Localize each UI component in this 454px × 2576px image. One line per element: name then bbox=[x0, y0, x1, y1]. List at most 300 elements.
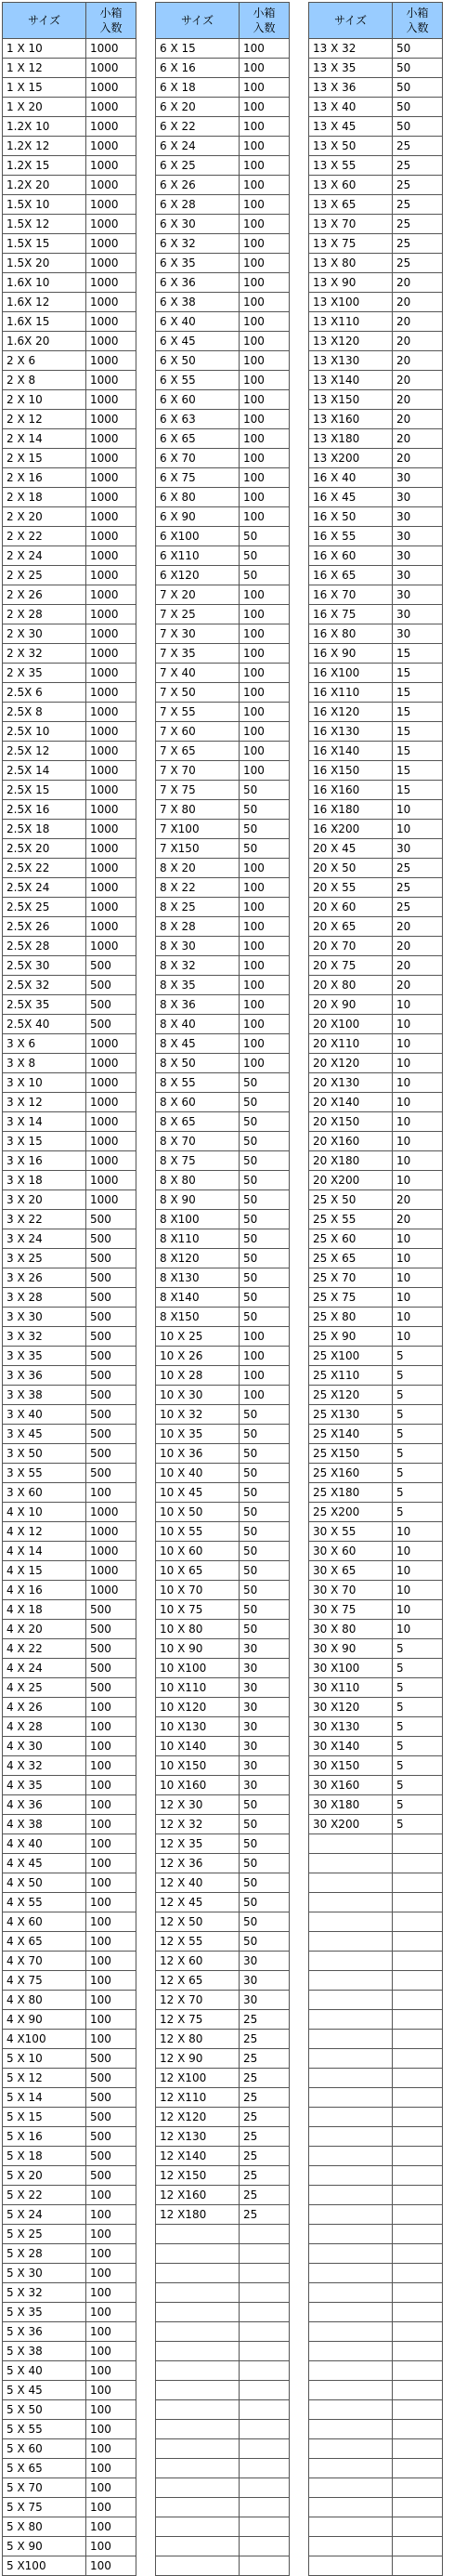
size-cell: 20 X 55 bbox=[309, 878, 393, 898]
qty-cell: 100 bbox=[86, 2381, 136, 2400]
qty-cell: 1000 bbox=[86, 527, 136, 546]
table-row bbox=[309, 273, 443, 293]
qty-cell: 100 bbox=[240, 761, 290, 781]
size-cell: 7 X 80 bbox=[156, 800, 240, 820]
table-row bbox=[3, 1054, 136, 1073]
qty-cell: 20 bbox=[393, 1210, 443, 1229]
qty-cell bbox=[393, 1952, 443, 1971]
qty-cell: 100 bbox=[86, 2205, 136, 2225]
qty-cell: 10 bbox=[393, 1561, 443, 1581]
table-row bbox=[3, 1249, 136, 1268]
table-row bbox=[309, 1503, 443, 1522]
table-row bbox=[156, 956, 290, 976]
table-row bbox=[3, 1952, 136, 1971]
qty-cell: 30 bbox=[240, 1756, 290, 1776]
qty-cell: 25 bbox=[393, 176, 443, 195]
table-row bbox=[3, 2342, 136, 2361]
qty-cell: 1000 bbox=[86, 468, 136, 488]
table-row bbox=[156, 1873, 290, 1893]
table-row bbox=[156, 1542, 290, 1561]
table-row bbox=[3, 39, 136, 59]
table-row bbox=[309, 1288, 443, 1308]
table-row bbox=[3, 137, 136, 156]
qty-header-line2: 入数 bbox=[253, 21, 276, 34]
size-cell: 2 X 8 bbox=[3, 371, 86, 390]
table-row bbox=[309, 1659, 443, 1678]
qty-cell: 50 bbox=[240, 566, 290, 585]
size-cell: 1 X 12 bbox=[3, 59, 86, 78]
qty-cell: 100 bbox=[240, 995, 290, 1015]
size-cell: 12 X120 bbox=[156, 2108, 240, 2127]
size-cell: 30 X160 bbox=[309, 1776, 393, 1795]
size-cell: 2 X 10 bbox=[3, 390, 86, 410]
size-cell: 3 X 30 bbox=[3, 1308, 86, 1327]
table-row bbox=[3, 2517, 136, 2537]
table-row bbox=[309, 1776, 443, 1795]
table-row bbox=[309, 351, 443, 371]
qty-cell: 1000 bbox=[86, 332, 136, 351]
qty-cell: 500 bbox=[86, 1327, 136, 1347]
size-cell: 4 X 25 bbox=[3, 1678, 86, 1698]
size-cell: 6 X 50 bbox=[156, 351, 240, 371]
qty-cell: 100 bbox=[240, 624, 290, 644]
size-cell bbox=[309, 2498, 393, 2517]
qty-cell: 20 bbox=[393, 449, 443, 468]
size-cell bbox=[309, 2225, 393, 2244]
table-row bbox=[309, 1308, 443, 1327]
table-row bbox=[156, 176, 290, 195]
size-cell: 2 X 15 bbox=[3, 449, 86, 468]
table-row bbox=[156, 195, 290, 215]
table-row bbox=[156, 2537, 290, 2556]
table-row bbox=[309, 390, 443, 410]
qty-cell: 50 bbox=[240, 1600, 290, 1620]
size-cell: 4 X 65 bbox=[3, 1932, 86, 1952]
table-row bbox=[309, 1073, 443, 1093]
size-cell: 5 X 75 bbox=[3, 2498, 86, 2517]
qty-cell: 30 bbox=[240, 1678, 290, 1698]
size-cell: 10 X110 bbox=[156, 1678, 240, 1698]
table-row bbox=[156, 1249, 290, 1268]
qty-cell: 100 bbox=[240, 585, 290, 605]
qty-cell: 50 bbox=[240, 1308, 290, 1327]
size-cell: 6 X 24 bbox=[156, 137, 240, 156]
qty-cell: 1000 bbox=[86, 195, 136, 215]
qty-cell: 20 bbox=[393, 371, 443, 390]
size-cell: 16 X 50 bbox=[309, 507, 393, 527]
table-row bbox=[309, 839, 443, 859]
size-cell bbox=[309, 2166, 393, 2186]
table-row bbox=[3, 1834, 136, 1854]
qty-cell: 30 bbox=[240, 1776, 290, 1795]
table-row bbox=[3, 254, 136, 273]
size-cell bbox=[156, 2517, 240, 2537]
size-cell: 12 X130 bbox=[156, 2127, 240, 2147]
table-row bbox=[156, 351, 290, 371]
size-cell bbox=[156, 2361, 240, 2381]
qty-cell: 1000 bbox=[86, 293, 136, 312]
table-row bbox=[309, 1366, 443, 1386]
size-cell: 25 X130 bbox=[309, 1405, 393, 1425]
table-row bbox=[3, 1483, 136, 1503]
table-row bbox=[3, 781, 136, 800]
qty-cell: 1000 bbox=[86, 1151, 136, 1171]
qty-cell: 100 bbox=[240, 878, 290, 898]
table-row bbox=[309, 1015, 443, 1034]
qty-cell: 500 bbox=[86, 1678, 136, 1698]
size-cell: 16 X120 bbox=[309, 703, 393, 722]
table-row bbox=[3, 2127, 136, 2147]
size-cell: 25 X 90 bbox=[309, 1327, 393, 1347]
table-row bbox=[3, 78, 136, 98]
size-cell: 4 X 30 bbox=[3, 1737, 86, 1756]
qty-cell: 25 bbox=[240, 2049, 290, 2069]
table-row bbox=[156, 1991, 290, 2010]
size-cell: 3 X 35 bbox=[3, 1347, 86, 1366]
size-cell bbox=[309, 2127, 393, 2147]
qty-cell: 5 bbox=[393, 1386, 443, 1405]
qty-cell: 100 bbox=[86, 2420, 136, 2439]
qty-cell bbox=[393, 2166, 443, 2186]
size-cell: 4 X 26 bbox=[3, 1698, 86, 1717]
size-cell: 6 X 16 bbox=[156, 59, 240, 78]
size-cell: 2.5X 28 bbox=[3, 937, 86, 956]
qty-cell: 500 bbox=[86, 2088, 136, 2108]
table-row bbox=[3, 1132, 136, 1151]
size-cell: 6 X 20 bbox=[156, 98, 240, 117]
table-row bbox=[309, 39, 443, 59]
qty-cell: 1000 bbox=[86, 1171, 136, 1190]
table-row bbox=[309, 2186, 443, 2205]
qty-cell: 5 bbox=[393, 1503, 443, 1522]
qty-cell bbox=[393, 1971, 443, 1991]
qty-cell: 100 bbox=[240, 176, 290, 195]
qty-cell: 100 bbox=[86, 1873, 136, 1893]
table-row bbox=[3, 703, 136, 722]
size-cell: 5 X 25 bbox=[3, 2225, 86, 2244]
table-row bbox=[156, 371, 290, 390]
qty-cell bbox=[240, 2283, 290, 2303]
size-cell: 12 X160 bbox=[156, 2186, 240, 2205]
size-cell: 7 X 65 bbox=[156, 742, 240, 761]
table-row bbox=[3, 1815, 136, 1834]
size-cell: 6 X 55 bbox=[156, 371, 240, 390]
size-cell: 10 X 60 bbox=[156, 1542, 240, 1561]
size-cell: 25 X 80 bbox=[309, 1308, 393, 1327]
qty-cell bbox=[393, 1854, 443, 1873]
table-row bbox=[156, 1171, 290, 1190]
qty-cell: 1000 bbox=[86, 605, 136, 624]
qty-cell: 1000 bbox=[86, 800, 136, 820]
table-row bbox=[309, 117, 443, 137]
qty-cell: 500 bbox=[86, 1659, 136, 1678]
size-cell: 13 X 70 bbox=[309, 215, 393, 234]
size-cell: 16 X 45 bbox=[309, 488, 393, 507]
table-row bbox=[156, 1659, 290, 1678]
qty-cell: 25 bbox=[393, 898, 443, 917]
table-row bbox=[309, 1834, 443, 1854]
table-row bbox=[309, 1464, 443, 1483]
size-cell: 8 X 45 bbox=[156, 1034, 240, 1054]
size-cell: 5 X 22 bbox=[3, 2186, 86, 2205]
qty-cell: 10 bbox=[393, 1171, 443, 1190]
size-cell bbox=[309, 2186, 393, 2205]
qty-cell: 100 bbox=[86, 2303, 136, 2322]
qty-cell: 30 bbox=[393, 468, 443, 488]
size-cell: 2 X 16 bbox=[3, 468, 86, 488]
qty-cell: 1000 bbox=[86, 429, 136, 449]
qty-cell: 5 bbox=[393, 1405, 443, 1425]
table-row bbox=[309, 1112, 443, 1132]
qty-cell: 100 bbox=[86, 2010, 136, 2030]
size-cell: 2.5X 22 bbox=[3, 859, 86, 878]
size-cell: 3 X 15 bbox=[3, 1132, 86, 1151]
table-row bbox=[309, 1483, 443, 1503]
size-cell: 2 X 22 bbox=[3, 527, 86, 546]
qty-cell: 30 bbox=[240, 1737, 290, 1756]
table-row bbox=[3, 371, 136, 390]
size-cell: 25 X100 bbox=[309, 1347, 393, 1366]
qty-cell: 500 bbox=[86, 2127, 136, 2147]
qty-cell: 30 bbox=[240, 1991, 290, 2010]
qty-cell bbox=[240, 2556, 290, 2576]
size-cell: 2 X 6 bbox=[3, 351, 86, 371]
qty-cell: 100 bbox=[240, 937, 290, 956]
qty-cell: 50 bbox=[240, 1268, 290, 1288]
qty-cell: 100 bbox=[86, 1971, 136, 1991]
size-cell bbox=[156, 2556, 240, 2576]
table-row bbox=[156, 2478, 290, 2498]
table-row bbox=[3, 2010, 136, 2030]
qty-cell: 500 bbox=[86, 956, 136, 976]
qty-cell bbox=[240, 2361, 290, 2381]
table-row bbox=[3, 2420, 136, 2439]
size-cell bbox=[309, 2010, 393, 2030]
qty-cell: 500 bbox=[86, 2166, 136, 2186]
size-cell: 10 X160 bbox=[156, 1776, 240, 1795]
size-cell: 13 X120 bbox=[309, 332, 393, 351]
qty-cell: 10 bbox=[393, 1151, 443, 1171]
table-row bbox=[156, 1132, 290, 1151]
qty-cell: 50 bbox=[393, 78, 443, 98]
size-cell bbox=[309, 1932, 393, 1952]
size-cell: 16 X110 bbox=[309, 683, 393, 703]
table-row bbox=[156, 1561, 290, 1581]
size-cell: 4 X 50 bbox=[3, 1873, 86, 1893]
size-cell bbox=[309, 2088, 393, 2108]
table-row bbox=[309, 332, 443, 351]
table-row bbox=[3, 1503, 136, 1522]
qty-cell: 50 bbox=[240, 546, 290, 566]
table-row bbox=[156, 1210, 290, 1229]
size-cell: 20 X 65 bbox=[309, 917, 393, 937]
size-cell: 5 X 15 bbox=[3, 2108, 86, 2127]
qty-cell: 100 bbox=[240, 605, 290, 624]
size-cell: 4 X 28 bbox=[3, 1717, 86, 1737]
size-cell: 3 X 8 bbox=[3, 1054, 86, 1073]
size-cell: 10 X 35 bbox=[156, 1425, 240, 1444]
table-row bbox=[3, 1561, 136, 1581]
table-row bbox=[156, 137, 290, 156]
table-row bbox=[156, 976, 290, 995]
qty-cell: 100 bbox=[86, 2459, 136, 2478]
size-cell: 13 X 80 bbox=[309, 254, 393, 273]
qty-cell: 50 bbox=[240, 1815, 290, 1834]
qty-cell: 20 bbox=[393, 410, 443, 429]
table-row bbox=[156, 1795, 290, 1815]
qty-cell: 500 bbox=[86, 1620, 136, 1639]
size-cell: 5 X 70 bbox=[3, 2478, 86, 2498]
size-cell: 1.6X 10 bbox=[3, 273, 86, 293]
qty-cell: 5 bbox=[393, 1425, 443, 1444]
qty-cell: 15 bbox=[393, 742, 443, 761]
header-row bbox=[3, 3, 136, 39]
size-cell: 2.5X 6 bbox=[3, 683, 86, 703]
size-cell: 12 X180 bbox=[156, 2205, 240, 2225]
table-row bbox=[156, 1015, 290, 1034]
qty-cell: 100 bbox=[240, 742, 290, 761]
qty-cell bbox=[393, 2459, 443, 2478]
qty-cell: 10 bbox=[393, 1522, 443, 1542]
table-row bbox=[309, 1873, 443, 1893]
qty-cell: 100 bbox=[240, 390, 290, 410]
table-row bbox=[3, 1347, 136, 1366]
table-row bbox=[309, 2478, 443, 2498]
size-cell: 4 X 60 bbox=[3, 1912, 86, 1932]
table-row bbox=[156, 1093, 290, 1112]
qty-cell: 25 bbox=[240, 2108, 290, 2127]
size-cell: 6 X 28 bbox=[156, 195, 240, 215]
table-row bbox=[3, 2225, 136, 2244]
table-row bbox=[309, 878, 443, 898]
size-cell: 5 X 60 bbox=[3, 2439, 86, 2459]
table-row bbox=[156, 703, 290, 722]
qty-cell: 25 bbox=[393, 859, 443, 878]
qty-cell: 10 bbox=[393, 1620, 443, 1639]
size-cell: 20 X 75 bbox=[309, 956, 393, 976]
size-cell: 25 X 60 bbox=[309, 1229, 393, 1249]
table-row bbox=[156, 2342, 290, 2361]
qty-cell: 50 bbox=[240, 1542, 290, 1561]
qty-cell: 50 bbox=[240, 1932, 290, 1952]
qty-cell: 15 bbox=[393, 644, 443, 664]
qty-cell: 100 bbox=[240, 429, 290, 449]
size-cell bbox=[309, 2322, 393, 2342]
table-row bbox=[156, 1581, 290, 1600]
table-row bbox=[3, 800, 136, 820]
qty-cell: 10 bbox=[393, 820, 443, 839]
table-row bbox=[3, 644, 136, 664]
qty-cell: 1000 bbox=[86, 176, 136, 195]
size-cell: 20 X 60 bbox=[309, 898, 393, 917]
table-row bbox=[309, 215, 443, 234]
table-row bbox=[309, 585, 443, 605]
size-cell: 13 X 32 bbox=[309, 39, 393, 59]
qty-cell: 100 bbox=[240, 410, 290, 429]
qty-cell: 100 bbox=[240, 273, 290, 293]
size-cell: 8 X 70 bbox=[156, 1132, 240, 1151]
size-cell: 12 X140 bbox=[156, 2147, 240, 2166]
qty-cell: 25 bbox=[240, 2205, 290, 2225]
size-cell: 5 X 20 bbox=[3, 2166, 86, 2186]
table-row bbox=[3, 1425, 136, 1444]
size-cell: 6 X 18 bbox=[156, 78, 240, 98]
table-row bbox=[3, 2244, 136, 2264]
size-header: サイズ bbox=[156, 3, 240, 39]
size-cell: 12 X 50 bbox=[156, 1912, 240, 1932]
table-row bbox=[156, 546, 290, 566]
qty-cell: 30 bbox=[393, 624, 443, 644]
size-cell: 3 X 60 bbox=[3, 1483, 86, 1503]
table-row bbox=[309, 2166, 443, 2186]
table-row bbox=[309, 2420, 443, 2439]
size-cell: 30 X110 bbox=[309, 1678, 393, 1698]
qty-cell: 100 bbox=[240, 254, 290, 273]
table-row bbox=[309, 1756, 443, 1776]
size-cell: 10 X 65 bbox=[156, 1561, 240, 1581]
size-cell: 8 X 90 bbox=[156, 1190, 240, 1210]
size-cell: 4 X 80 bbox=[3, 1991, 86, 2010]
size-cell: 3 X 38 bbox=[3, 1386, 86, 1405]
qty-header-line1: 小箱 bbox=[406, 7, 429, 20]
size-cell bbox=[309, 1971, 393, 1991]
size-cell: 8 X 75 bbox=[156, 1151, 240, 1171]
table-row bbox=[309, 2264, 443, 2283]
qty-cell bbox=[240, 2244, 290, 2264]
table-row bbox=[309, 1132, 443, 1151]
qty-cell: 50 bbox=[240, 800, 290, 820]
table-row bbox=[3, 293, 136, 312]
table-row bbox=[156, 1386, 290, 1405]
size-cell: 1 X 20 bbox=[3, 98, 86, 117]
table-row bbox=[309, 312, 443, 332]
table-row bbox=[3, 234, 136, 254]
table-row bbox=[156, 1912, 290, 1932]
table-row bbox=[309, 2400, 443, 2420]
size-cell: 8 X 65 bbox=[156, 1112, 240, 1132]
table-row bbox=[156, 1464, 290, 1483]
size-cell: 10 X 40 bbox=[156, 1464, 240, 1483]
table-row bbox=[3, 527, 136, 546]
size-cell: 6 X 75 bbox=[156, 468, 240, 488]
qty-cell: 1000 bbox=[86, 488, 136, 507]
qty-cell bbox=[393, 2478, 443, 2498]
table-row bbox=[309, 1171, 443, 1190]
qty-cell: 100 bbox=[240, 1034, 290, 1054]
size-cell bbox=[309, 2459, 393, 2478]
table-row bbox=[309, 468, 443, 488]
table-row bbox=[156, 605, 290, 624]
table-row bbox=[156, 1444, 290, 1464]
table-row bbox=[309, 976, 443, 995]
table-row bbox=[309, 1151, 443, 1171]
qty-cell: 1000 bbox=[86, 449, 136, 468]
size-cell: 2 X 12 bbox=[3, 410, 86, 429]
table-row bbox=[3, 1776, 136, 1795]
size-cell: 12 X 40 bbox=[156, 1873, 240, 1893]
table-row bbox=[309, 995, 443, 1015]
qty-cell: 1000 bbox=[86, 254, 136, 273]
size-cell: 13 X 90 bbox=[309, 273, 393, 293]
table-row bbox=[3, 1873, 136, 1893]
size-cell: 16 X 80 bbox=[309, 624, 393, 644]
table-row bbox=[156, 1347, 290, 1366]
table-row bbox=[309, 2108, 443, 2127]
size-cell: 8 X130 bbox=[156, 1268, 240, 1288]
table-row bbox=[3, 1971, 136, 1991]
size-cell bbox=[156, 2478, 240, 2498]
size-cell: 20 X180 bbox=[309, 1151, 393, 1171]
